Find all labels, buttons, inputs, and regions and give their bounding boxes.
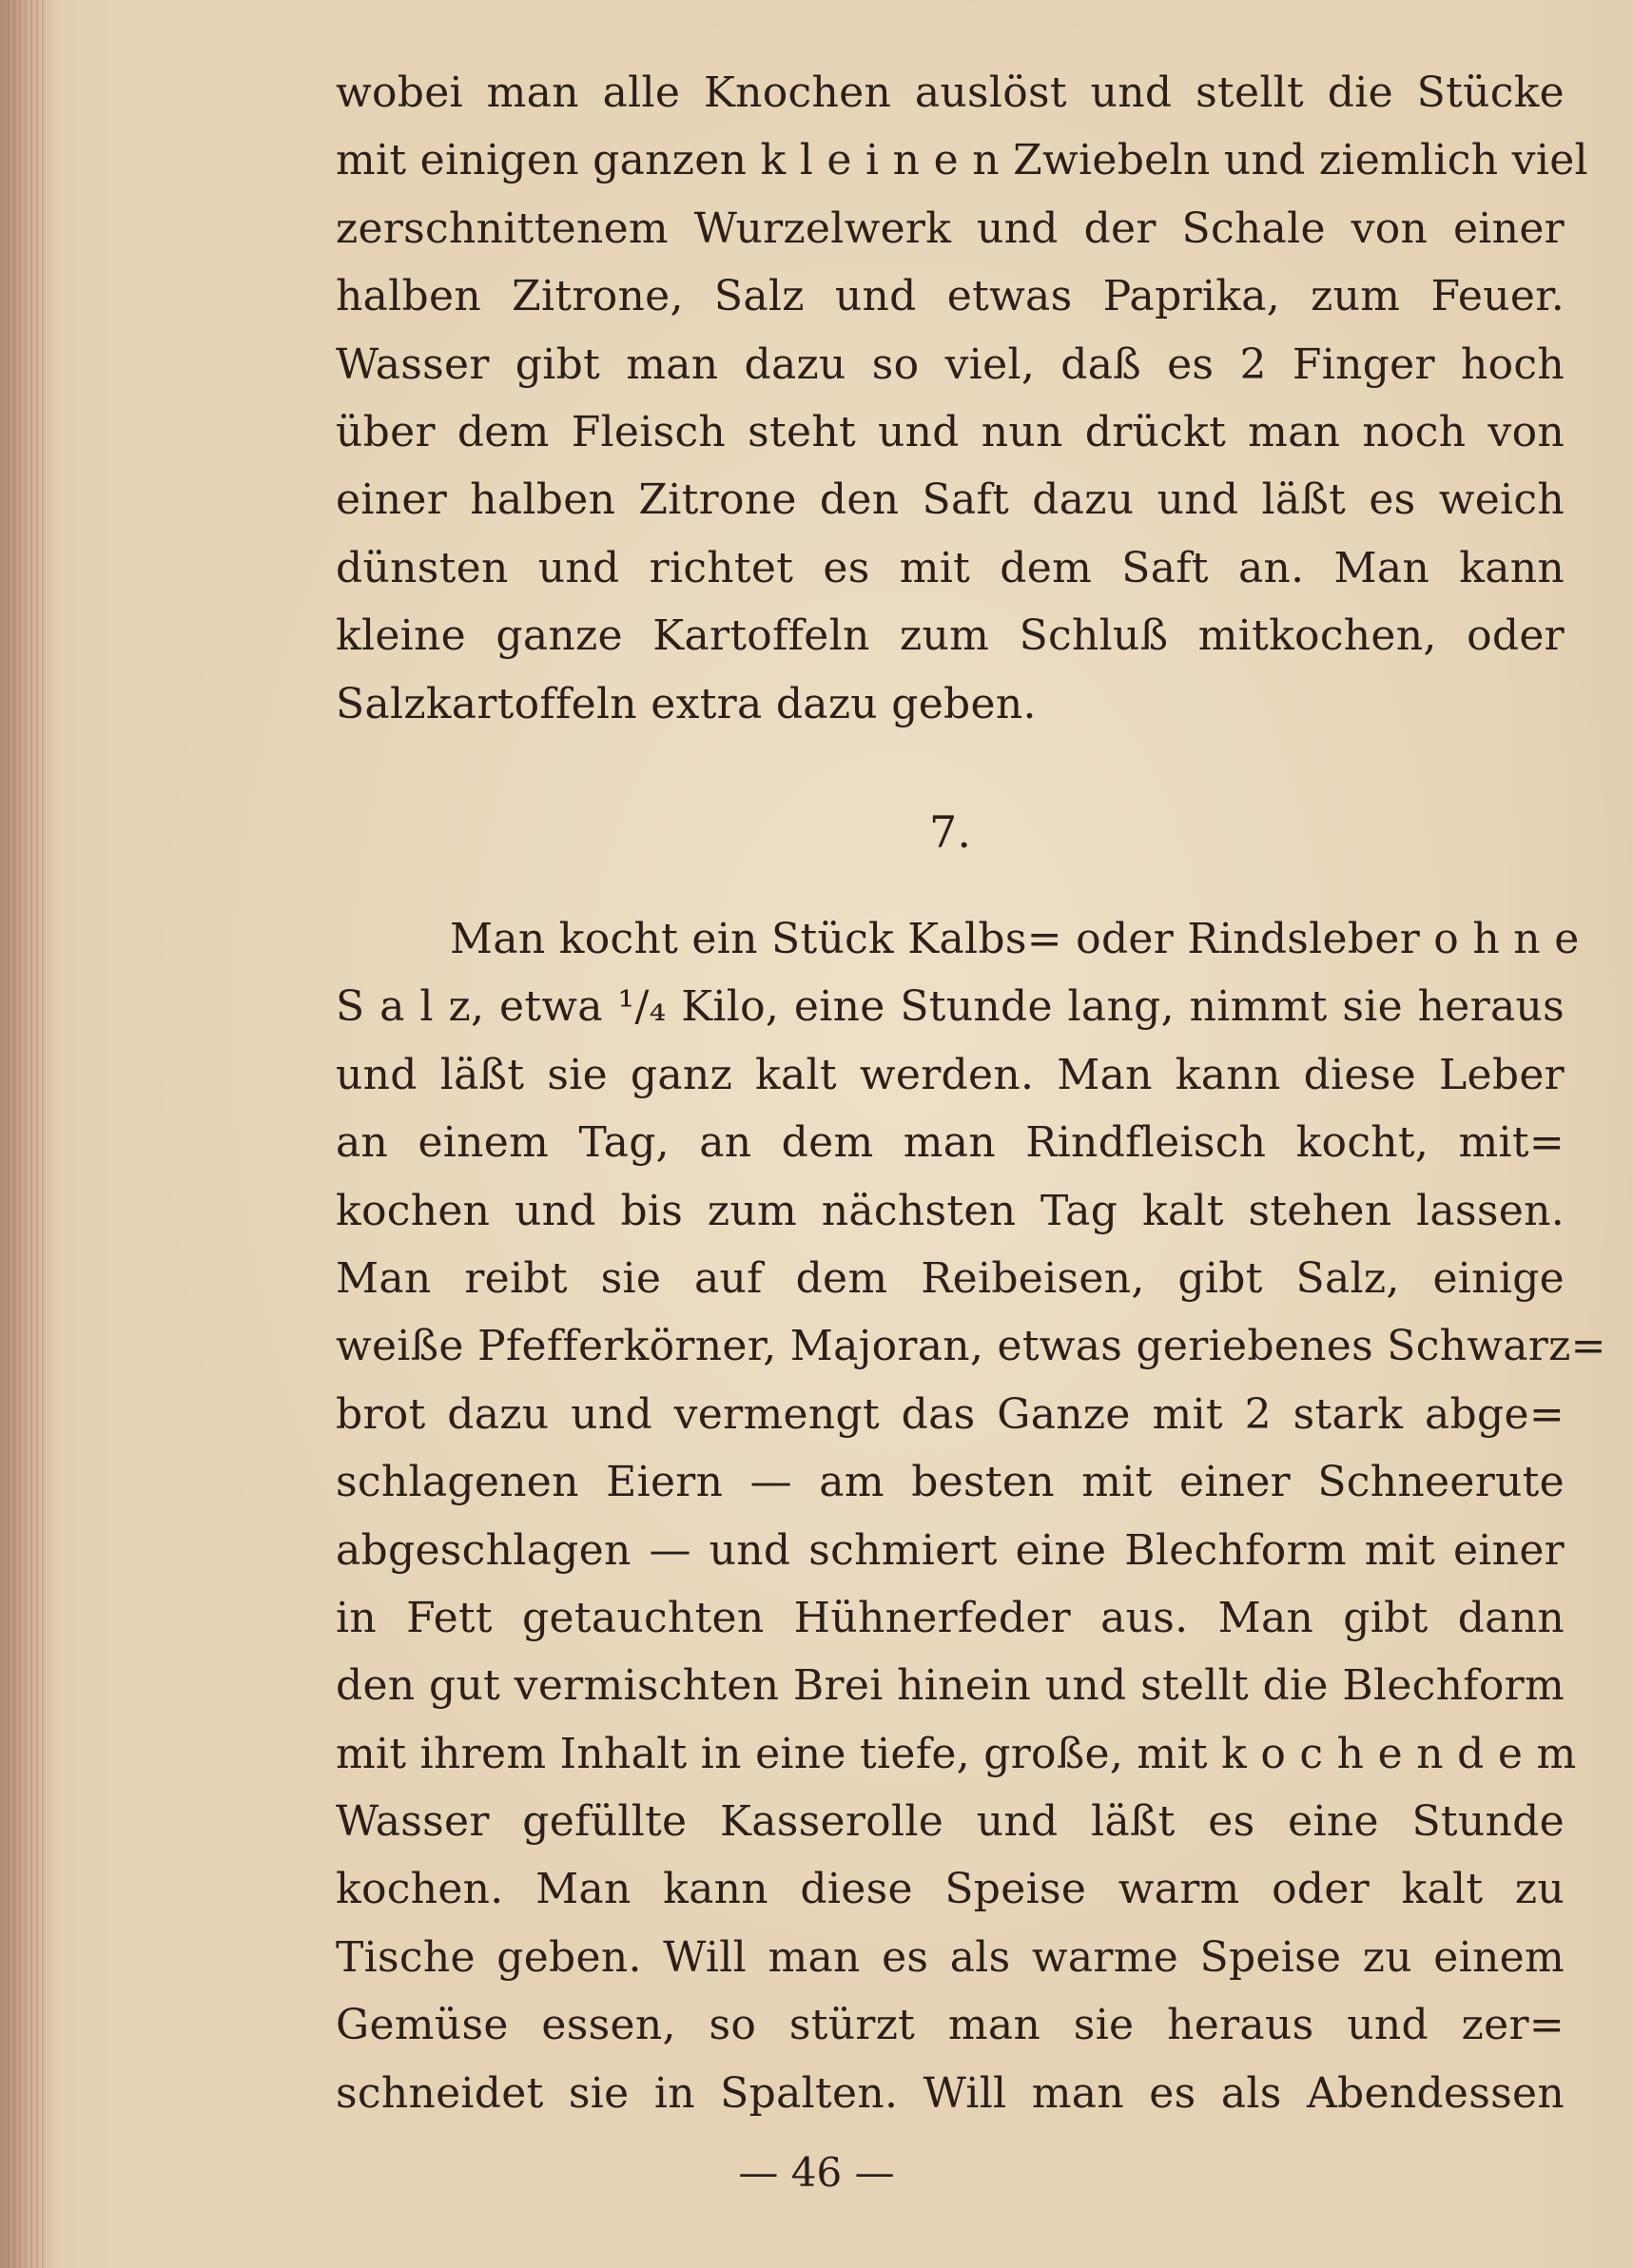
text-line: den gut vermischten Brei hinein und stellt die Blechform <box>336 1661 1565 1711</box>
text-line: mit einigen ganzen k l e i n e n Zwiebeln und ziemlich viel <box>336 136 1588 185</box>
text-line: an einem Tag, an dem man Rindfleisch kocht, mit= <box>336 1118 1565 1168</box>
text-line: kochen. Man kann diese Speise warm oder kalt zu <box>336 1865 1565 1914</box>
text-line: Gemüse essen, so stürzt man sie heraus und zer= <box>336 2001 1565 2050</box>
paragraph-1 <box>336 59 1588 738</box>
text-line: einer halben Zitrone den Saft dazu und läßt es weich <box>336 475 1565 525</box>
text-line: weiße Pfefferkörner, Majoran, etwas geriebenes Schwarz= <box>336 1322 1606 1371</box>
text-line: brot dazu und vermengt das Ganze mit 2 stark abge= <box>336 1389 1565 1439</box>
page-content <box>336 59 1606 2118</box>
text-line: und läßt sie ganz kalt werden. Man kann diese Leber <box>336 1050 1565 1099</box>
text-line: kochen und bis zum nächsten Tag kalt stehen lassen. <box>336 1186 1565 1235</box>
text-line: abgeschlagen — und schmiert eine Blechform mit einer <box>336 1525 1565 1575</box>
book-spine-texture <box>8 0 46 2268</box>
text-line: Man reibt sie auf dem Reibeisen, gibt Salz, einige <box>336 1253 1565 1303</box>
text-line: halben Zitrone, Salz und etwas Paprika, zum Feuer. <box>336 272 1565 321</box>
text-line: Wasser gefüllte Kasserolle und läßt es eine Stunde <box>336 1797 1565 1847</box>
text-line: schneidet sie in Spalten. Will man es als Abendessen <box>336 2068 1565 2118</box>
text-line: wobei man alle Knochen auslöst und stellt die Stücke <box>336 68 1565 117</box>
paragraph-2 <box>336 905 1606 2127</box>
section-heading: 7. <box>929 806 971 858</box>
text-line: zerschnittenem Wurzelwerk und der Schale von einer <box>336 204 1565 253</box>
text-line: in Fett getauchten Hühnerfeder aus. Man gibt dann <box>336 1593 1565 1642</box>
text-line: Wasser gibt man dazu so viel, daß es 2 Finger hoch <box>336 339 1565 389</box>
text-line: Man kocht ein Stück Kalbs= oder Rindsleber o h n e <box>450 915 1580 963</box>
text-line: schlagenen Eiern — am besten mit einer Schneerute <box>336 1458 1565 1507</box>
text-line: dünsten und richtet es mit dem Saft an. Man kann <box>336 543 1565 592</box>
text-line: S a l z, etwa ¹/₄ Kilo, eine Stunde lang, nimmt sie heraus <box>336 982 1565 1032</box>
text-line: Tische geben. Will man es als warme Speise zu einem <box>336 1932 1565 1982</box>
text-line: über dem Fleisch steht und nun drückt man noch von <box>336 407 1565 456</box>
text-line: kleine ganze Kartoffeln zum Schluß mitkochen, oder <box>336 611 1565 661</box>
page-number: — 46 — <box>738 2149 895 2196</box>
text-line: mit ihrem Inhalt in eine tiefe, große, mit k o c h e n d e m <box>336 1729 1577 1778</box>
text-line: Salzkartoffeln extra dazu geben. <box>336 679 1037 728</box>
